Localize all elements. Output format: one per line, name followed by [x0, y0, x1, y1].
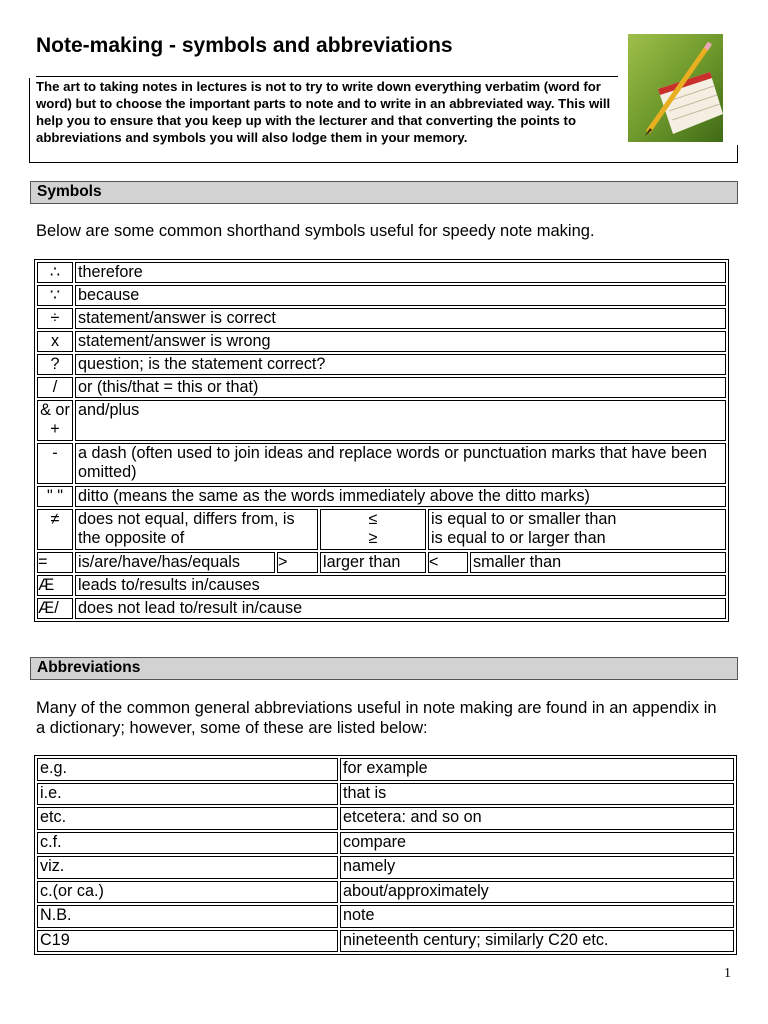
- symbol-cell: & or +: [37, 400, 73, 441]
- meaning-cell: ditto (means the same as the words immediately above the ditto marks): [75, 486, 726, 507]
- table-row: [37, 285, 726, 306]
- abbr-cell: e.g.: [37, 758, 338, 781]
- meaning-cell: and/plus: [75, 400, 726, 441]
- meaning-cell: does not lead to/result in/cause: [75, 598, 726, 619]
- table-row: [37, 331, 726, 352]
- symbol-cell: ∴: [37, 262, 73, 283]
- symbol-cell: =: [37, 552, 73, 573]
- table-row: [37, 598, 726, 619]
- meaning-cell: or (this/that = this or that): [75, 377, 726, 398]
- table-row: [37, 856, 734, 879]
- symbol-cell: <: [428, 552, 468, 573]
- meaning-cell: compare: [340, 832, 734, 855]
- table-row: [37, 807, 734, 830]
- abbr-cell: i.e.: [37, 783, 338, 806]
- page-title: Note-making - symbols and abbreviations: [36, 34, 453, 57]
- meaning-cell: leads to/results in/causes: [75, 575, 726, 596]
- symbol-cell: ÷: [37, 308, 73, 329]
- meaning-cell: note: [340, 905, 734, 928]
- abbreviations-table: [34, 755, 737, 955]
- symbol-ge: ≥: [368, 529, 378, 547]
- symbol-cell: >: [277, 552, 318, 573]
- meaning-cell: question; is the statement correct?: [75, 354, 726, 375]
- meaning-cell: namely: [340, 856, 734, 879]
- table-row: [37, 400, 726, 441]
- abbreviations-lead: Many of the common general abbreviations useful in note making are found in an appendix in a dictionary; however, some of these are listed below:: [36, 699, 717, 737]
- symbol-cell: " ": [37, 486, 73, 507]
- symbols-table: [34, 259, 729, 622]
- title-rule: [36, 76, 618, 77]
- table-row: [37, 832, 734, 855]
- intro-box-border: [737, 145, 738, 163]
- meaning-cell: etcetera: and so on: [340, 807, 734, 830]
- intro-paragraph: The art to taking notes in lectures is not to try to write down everything verbatim (word for word) but to choose the important parts to note and to write in an abbreviated way. This will help you to ensure that you keep up with the lecturer and that converting the points to abbreviations and symbols you will also lodge them in your memory.: [36, 79, 611, 145]
- symbols-heading: Symbols: [30, 181, 738, 204]
- table-row: [37, 308, 726, 329]
- symbol-cell: /: [37, 377, 73, 398]
- symbol-cell: ?: [37, 354, 73, 375]
- meaning-cell: that is: [340, 783, 734, 806]
- meaning-cell: a dash (often used to join ideas and replace words or punctuation marks that have been omitted): [75, 443, 726, 484]
- symbol-cell: ∵: [37, 285, 73, 306]
- abbr-cell: C19: [37, 930, 338, 953]
- meaning-ge: is equal to or larger than: [431, 529, 606, 547]
- table-row: [37, 758, 734, 781]
- table-row: [37, 881, 734, 904]
- symbols-lead: Below are some common shorthand symbols useful for speedy note making.: [36, 222, 595, 240]
- abbr-cell: etc.: [37, 807, 338, 830]
- abbr-cell: N.B.: [37, 905, 338, 928]
- meaning-cell: about/approximately: [340, 881, 734, 904]
- meaning-cell: for example: [340, 758, 734, 781]
- intro-box-border: [29, 162, 738, 163]
- table-row: [37, 354, 726, 375]
- table-row: [37, 377, 726, 398]
- abbr-cell: viz.: [37, 856, 338, 879]
- table-row: [37, 262, 726, 283]
- abbreviations-heading: Abbreviations: [30, 657, 738, 680]
- symbol-cell: -: [37, 443, 73, 484]
- table-row: [37, 486, 726, 507]
- intro-box-border: [29, 78, 30, 163]
- table-row: [37, 575, 726, 596]
- meaning-cell: nineteenth century; similarly C20 etc.: [340, 930, 734, 953]
- meaning-le: is equal to or smaller than: [431, 510, 617, 528]
- table-row: [37, 905, 734, 928]
- table-row: [37, 783, 734, 806]
- abbr-cell: c.f.: [37, 832, 338, 855]
- abbr-cell: c.(or ca.): [37, 881, 338, 904]
- symbol-cell: Æ: [37, 575, 73, 596]
- meaning-cell: [428, 509, 726, 550]
- meaning-cell: therefore: [75, 262, 726, 283]
- meaning-cell: is/are/have/has/equals: [75, 552, 275, 573]
- table-row: [37, 552, 726, 573]
- symbol-cell: [320, 509, 426, 550]
- symbol-cell: Æ/: [37, 598, 73, 619]
- meaning-cell: statement/answer is wrong: [75, 331, 726, 352]
- table-row: [37, 443, 726, 484]
- symbol-cell: x: [37, 331, 73, 352]
- meaning-cell: larger than: [320, 552, 426, 573]
- notepad-pencil-photo: [628, 34, 723, 142]
- meaning-cell: because: [75, 285, 726, 306]
- table-row: [37, 509, 726, 550]
- meaning-cell: does not equal, differs from, is the opposite of: [75, 509, 318, 550]
- page-number: 1: [724, 966, 731, 981]
- symbol-cell: ≠: [37, 509, 73, 550]
- symbol-le: ≤: [368, 510, 378, 528]
- meaning-cell: statement/answer is correct: [75, 308, 726, 329]
- table-row: [37, 930, 734, 953]
- meaning-cell: smaller than: [470, 552, 726, 573]
